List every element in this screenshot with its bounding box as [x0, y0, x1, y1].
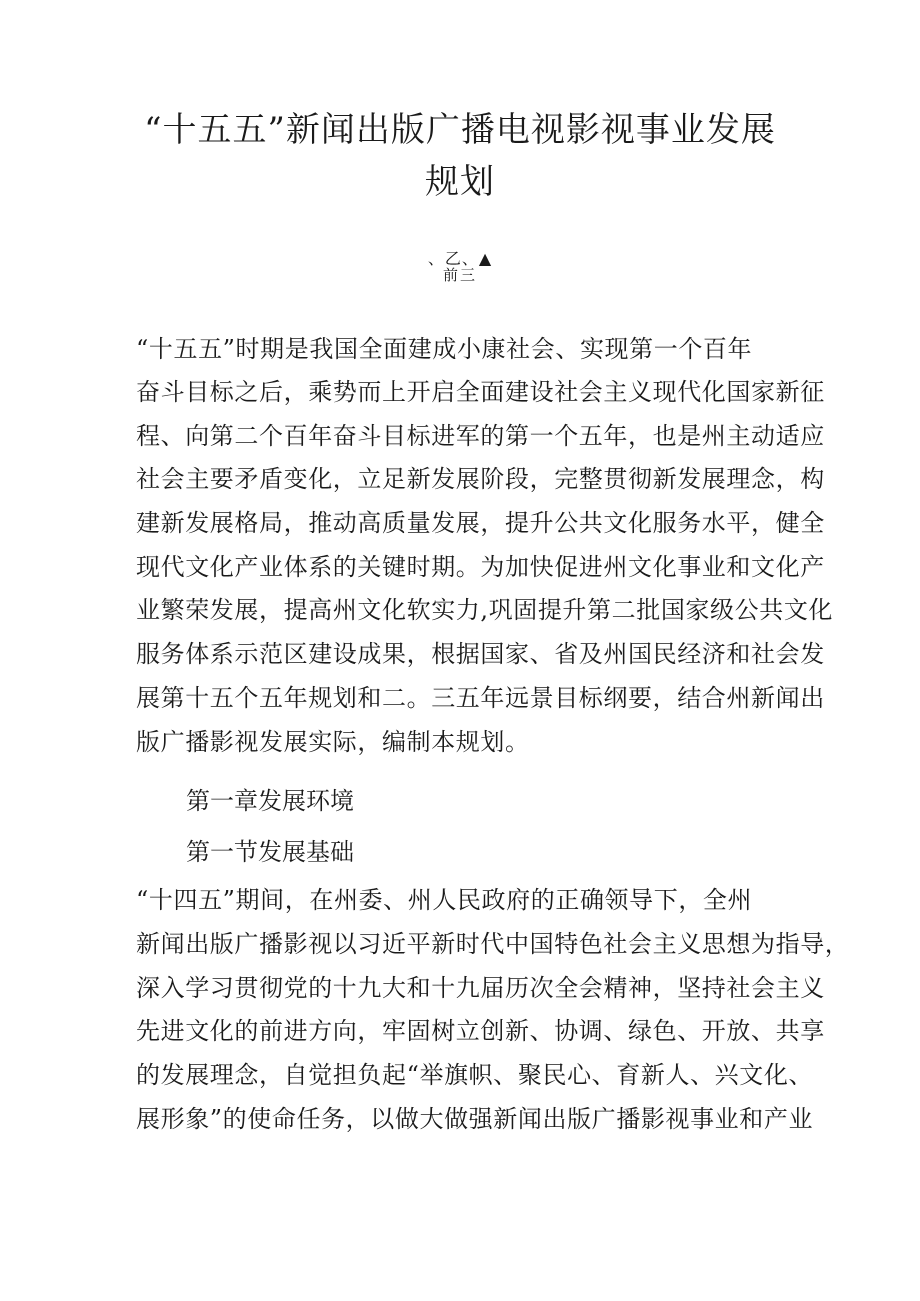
preface-heading — [410, 248, 510, 286]
text-line: 展第十五个五年规划和二。三五年远景目标纲要，结合州新闻出 — [136, 684, 825, 712]
text-line: 深入学习贯彻党的十九大和十九届历次全会精神，坚持社会主义 — [136, 974, 825, 1002]
text-line: 现代文化产业体系的关键时期。为加快促进州文化事业和文化产 — [136, 553, 825, 581]
text-line: “十四五”期间，在州委、州人民政府的正确领导下，全州 — [136, 886, 753, 914]
text-line: 社会主要矛盾变化，立足新发展阶段，完整贯彻新发展理念，构 — [136, 465, 825, 493]
text-line: “十五五”时期是我国全面建成小康社会、实现第一个百年 — [136, 335, 753, 363]
section-heading: 第一节发展基础 — [186, 838, 354, 866]
document-title-line-1: “十五五”新闻出版广播电视影视事业发展 — [144, 110, 776, 150]
chapter-heading: 第一章发展环境 — [186, 787, 354, 815]
text-line: 服务体系示范区建设成果，根据国家、省及州国民经济和社会发 — [136, 640, 825, 668]
preface-marker: 、乙、▲ — [427, 249, 493, 268]
document-title-line-2: 规划 — [425, 162, 495, 202]
text-line: 的发展理念，自觉担负起“举旗帜、聚民心、育新人、兴文化、 — [136, 1061, 814, 1089]
text-line: 展形象”的使命任务，以做大做强新闻出版广播影视事业和产业 — [136, 1105, 814, 1133]
text-line: 程、向第二个百年奋斗目标进军的第一个五年，也是州主动适应 — [136, 422, 825, 450]
text-line: 先进文化的前进方向，牢固树立创新、协调、绿色、开放、共享 — [136, 1017, 825, 1045]
text-line: 建新发展格局，推动高质量发展，提升公共文化服务水平，健全 — [136, 509, 825, 537]
text-line: 奋斗目标之后，乘势而上开启全面建设社会主义现代化国家新征 — [136, 378, 825, 406]
text-line: 业繁荣发展，提高州文化软实力,巩固提升第二批国家级公共文化 — [136, 596, 834, 624]
text-line: 版广播影视发展实际，编制本规划。 — [136, 728, 530, 756]
preface-label: 前三 — [442, 266, 477, 284]
text-line: 新闻出版广播影视以习近平新时代中国特色社会主义思想为指导， — [136, 930, 850, 958]
